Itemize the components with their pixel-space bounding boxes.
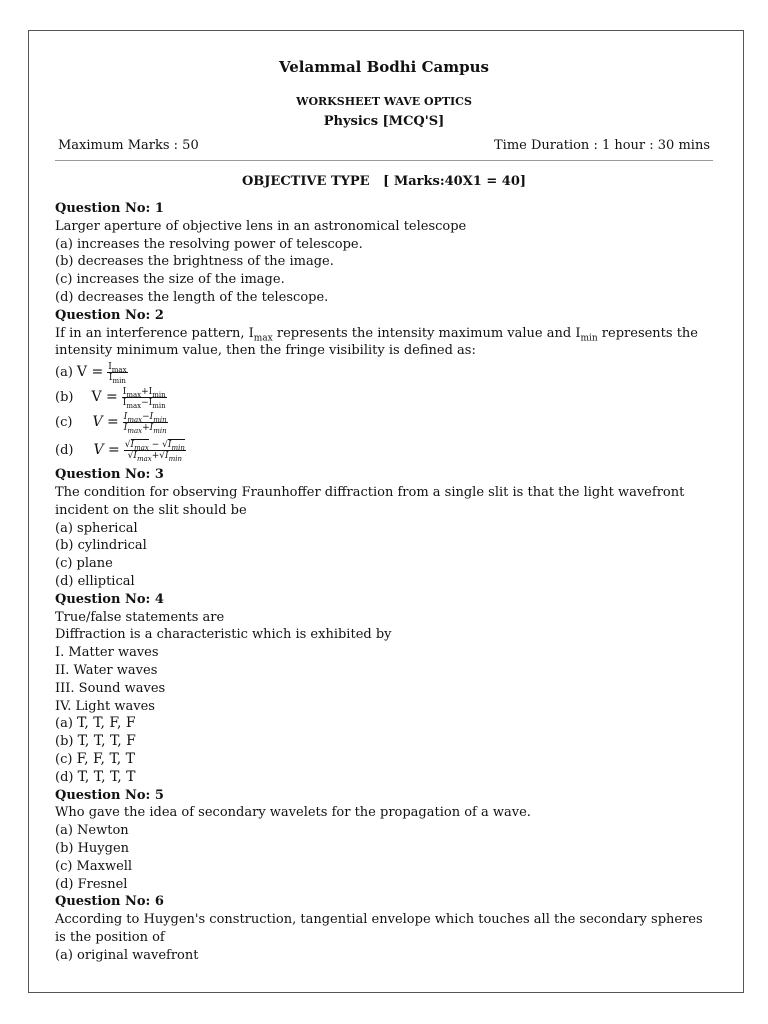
question-heading: Question No: 2 — [55, 307, 164, 323]
option-d: (d) decreases the length of the telescope. — [55, 289, 329, 305]
statement-3: III. Sound waves — [55, 680, 166, 696]
option-b: (b) Huygen — [55, 840, 130, 856]
option-a: (a) T, T, F, F — [55, 715, 136, 732]
fraction-d: $\frac{√I_{max} - √I_{min}}{√I_{max}+√I_{min}}$ — [124, 440, 185, 463]
question-4 — [55, 591, 715, 787]
option-b: (b) cylindrical — [55, 538, 147, 554]
option-c: (c) Maxwell — [55, 858, 133, 874]
question-heading: Question No: 5 — [55, 787, 164, 803]
question-text: According to Huygen's construction, tangential envelope which touches all the secondary spheres is the position of — [55, 912, 703, 945]
option-c: (c) V = $\frac{I_{max}-I_{min}}{I_{max}+I_{min}}$ — [55, 412, 167, 435]
option-a: (a) V = $\frac{I_{max}}{I_{min}}$ — [55, 362, 127, 385]
option-b: (b) V = $\frac{I_{max}+I_{min}}{I_{max}-I_{min}}$ — [55, 387, 166, 410]
option-c: (c) increases the size of the image. — [55, 272, 285, 288]
fraction-c: $\frac{I_{max}-I_{min}}{I_{max}+I_{min}}$ — [123, 412, 167, 435]
statement-1: I. Matter waves — [55, 645, 159, 661]
question-intro: True/false statements are — [55, 609, 225, 625]
questions-body — [55, 200, 715, 964]
fraction-b: $\frac{I_{max}+I_{min}}{I_{max}-I_{min}}$ — [122, 387, 166, 410]
header-divider — [55, 160, 713, 161]
option-d: (d) T, T, T, T — [55, 768, 136, 785]
option-a: (a) increases the resolving power of telescope. — [55, 236, 363, 252]
question-text: The condition for observing Fraunhoffer diffraction from a single slit is that the light wavefront incident on the slit should be — [55, 484, 685, 518]
question-text: Who gave the idea of secondary wavelets for the propagation of a wave. — [55, 805, 531, 821]
maximum-marks: Maximum Marks : 50 — [58, 138, 199, 153]
formula-d: V = — [93, 441, 120, 458]
question-heading: Question No: 1 — [55, 201, 164, 216]
question-3 — [55, 466, 715, 591]
option-d: (d) V = $\frac{√I_{max} - √I_{min}}{√I_{max}+√I_{min}}$ — [55, 440, 185, 463]
question-text: Larger aperture of objective lens in an astronomical telescope — [55, 218, 467, 234]
subject-title: Physics [MCQ'S] — [323, 114, 445, 129]
option-d: (d) Fresnel — [55, 876, 128, 892]
option-b: (b) decreases the brightness of the image. — [55, 254, 334, 270]
statement-2: II. Water waves — [55, 662, 158, 678]
worksheet-title: WORKSHEET WAVE OPTICS — [296, 95, 472, 108]
option-c: (c) plane — [55, 556, 113, 572]
statement-4: IV. Light waves — [55, 698, 155, 714]
question-heading: Question No: 3 — [55, 467, 164, 483]
i-min-symbol: $I_{min}$ — [575, 325, 598, 344]
formula-a: V = — [76, 363, 104, 380]
school-name: Velammal Bodhi Campus — [279, 58, 489, 76]
fraction-a: $\frac{I_{max}}{I_{min}}$ — [108, 362, 127, 385]
question-5 — [55, 787, 715, 894]
section-title: OBJECTIVE TYPE [ Marks:40X1 = 40] — [241, 174, 527, 189]
question-text: If in an interference pattern, $I_{max}$ represents the intensity maximum value and $I_{min}$ represents the intensity minimum value, then the fringe visibility is defined as: — [55, 325, 698, 359]
question-2 — [55, 307, 715, 466]
question-6 — [55, 893, 715, 964]
option-d: (d) elliptical — [55, 573, 135, 589]
question-heading: Question No: 6 — [55, 894, 164, 910]
option-a: (a) original wavefront — [55, 947, 199, 963]
question-text: Diffraction is a characteristic which is exhibited by — [55, 627, 392, 643]
option-a: (a) spherical — [55, 520, 138, 536]
question-heading: Question No: 4 — [55, 591, 164, 607]
question-1 — [55, 200, 715, 307]
formula-c: V = — [92, 413, 119, 430]
option-c: (c) F, F, T, T — [55, 750, 135, 767]
i-max-symbol: $I_{max}$ — [248, 325, 273, 344]
formula-b: V = — [91, 388, 118, 405]
time-duration: Time Duration : 1 hour : 30 mins — [493, 138, 710, 153]
option-a: (a) Newton — [55, 823, 129, 839]
option-b: (b) T, T, T, F — [55, 733, 136, 750]
